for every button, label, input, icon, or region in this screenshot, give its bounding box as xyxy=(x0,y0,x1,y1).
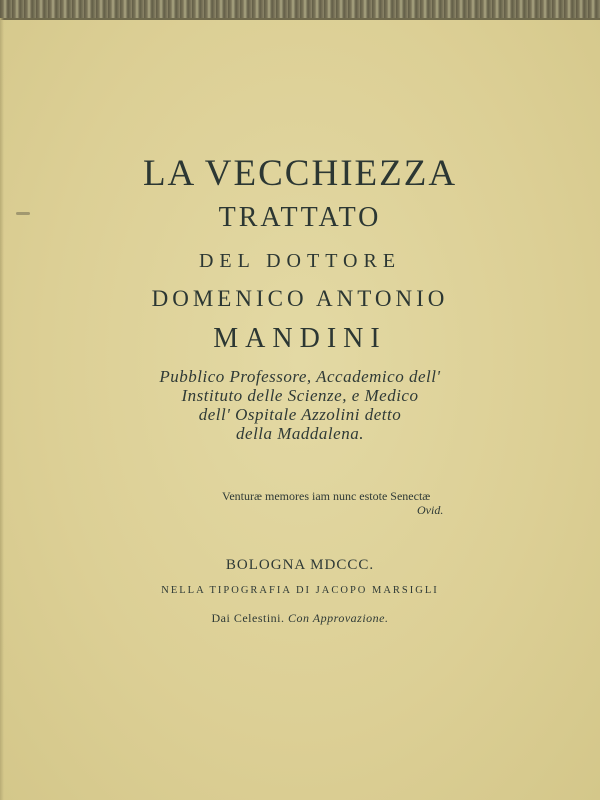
author-first-name: DOMENICO ANTONIO xyxy=(151,286,449,311)
credential-line: dell' Ospitale Azzolini detto xyxy=(198,405,402,424)
credential-line: Pubblico Professore, Accademico dell' xyxy=(159,367,441,386)
epigraph: Venturæ memores iam nunc estote Senectæ xyxy=(222,489,431,503)
credential-line: della Maddalena. xyxy=(236,424,364,443)
credential-line: Instituto delle Scienze, e Medico xyxy=(181,386,419,405)
printer-location: Dai Celestini. xyxy=(211,611,285,625)
book-subtitle: TRATTATO xyxy=(218,202,382,233)
printer-name: NELLA TIPOGRAFIA DI JACOPO MARSIGLI xyxy=(161,585,439,596)
author-last-name: MANDINI xyxy=(213,323,387,354)
printer-details xyxy=(0,611,600,626)
imprint-place: BOLOGNA MDCCC. xyxy=(225,557,375,573)
book-title: LA VECCHIEZZA xyxy=(142,153,458,194)
decorative-top-border xyxy=(0,0,600,20)
approval-note: Con Approvazione. xyxy=(288,611,389,625)
by-line: DEL DOTTORE xyxy=(198,250,402,272)
epigraph-source: Ovid. xyxy=(417,503,444,517)
